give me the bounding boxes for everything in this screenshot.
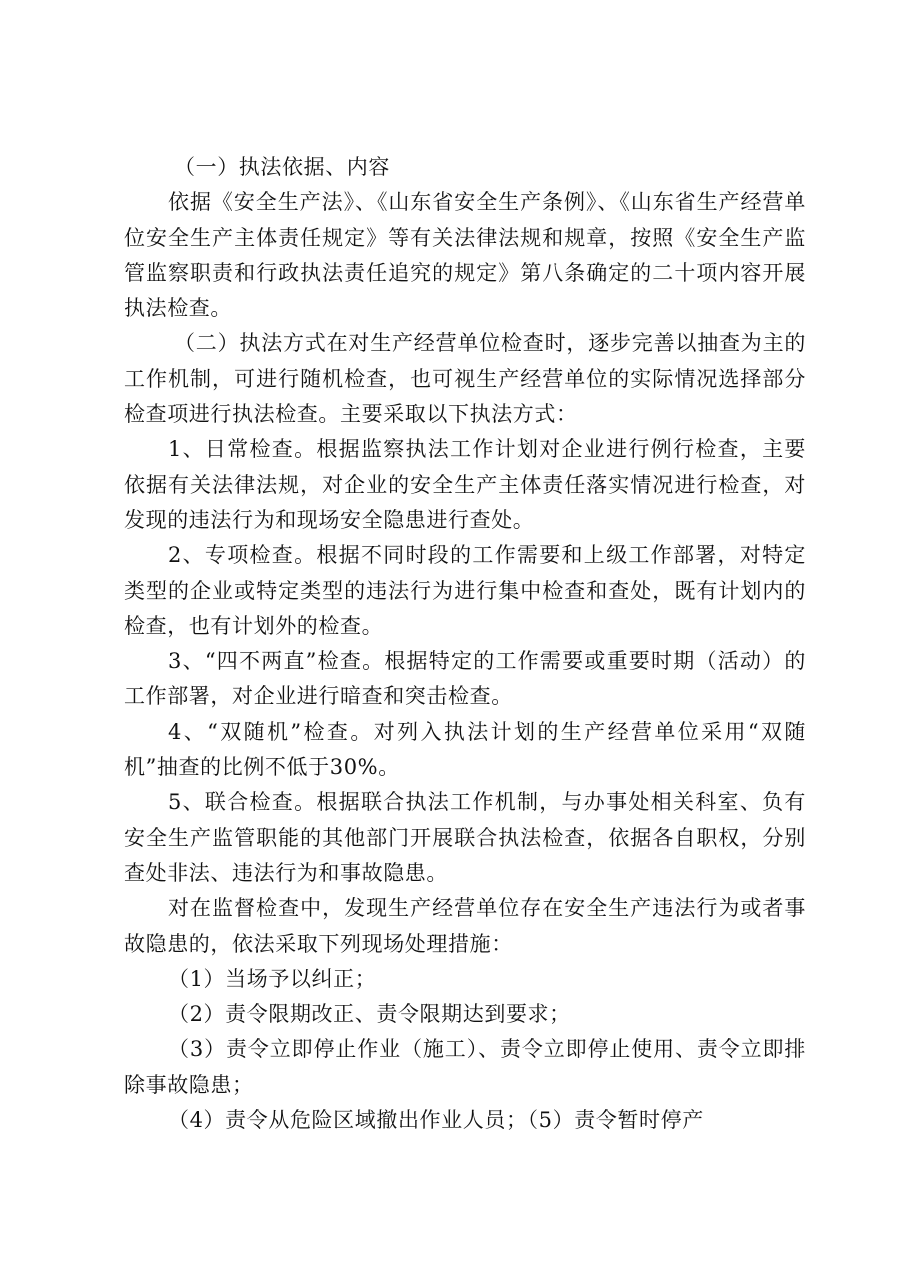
paragraph-routine-inspection: 1、日常检查。根据监察执法工作计划对企业进行例行检查，主要依据有关法律法规，对企业的安全生产主体责任落实情况进行检查，对发现的违法行为和现场安全隐患进行查处。	[124, 437, 806, 532]
paragraph-joint-inspection: 5、联合检查。根据联合执法工作机制，与办事处相关科室、负有安全生产监管职能的其他部门开展联合执法检查，依据各自职权，分别查处非法、违法行为和事故隐患。	[124, 790, 806, 885]
section-heading-enforcement-basis: （一）执法依据、内容	[174, 155, 390, 179]
list-item-measure-4-5: （4）责令从危险区域撤出作业人员；（5）责令暂时停产	[168, 1108, 704, 1133]
section-heading-enforcement-methods: （二）执法方式在对生产经营单位检查时，逐步完善以抽查为主的工作机制，可进行随机检查，也可视生产经营单位的实际情况选择部分检查项进行执法检查。主要采取以下执法方式：	[124, 331, 806, 427]
paragraph-unannounced-inspection: 3、“四不两直”检查。根据特定的工作需要或重要时期（活动）的工作部署，对企业进行暗查和突击检查。	[124, 649, 806, 709]
paragraph-onsite-measures-intro: 对在监督检查中，发现生产经营单位存在安全生产违法行为或者事故隐患的，依法采取下列现场处理措施：	[124, 896, 806, 956]
paragraph-random-inspection: 4、“双随机”检查。对列入执法计划的生产经营单位采用“双随机”抽查的比例不低于30%。	[124, 719, 806, 780]
paragraph-legal-basis: 依据《安全生产法》、《山东省安全生产条例》、《山东省生产经营单位安全生产主体责任规定》等有关法律法规和规章，按照《安全生产监管监察职责和行政执法责任追究的规定》第八条确定的二十项内容开展执法检查。	[124, 190, 806, 321]
document-body	[124, 150, 806, 1138]
list-item-measure-2: （2）责令限期改正、责令限期达到要求；	[168, 1002, 571, 1027]
list-item-measure-3: （3）责令立即停止作业（施工）、责令立即停止使用、责令立即排除事故隐患；	[124, 1037, 806, 1097]
paragraph-special-inspection: 2、专项检查。根据不同时段的工作需要和上级工作部署，对特定类型的企业或特定类型的违法行为进行集中检查和查处，既有计划内的检查，也有计划外的检查。	[124, 543, 806, 638]
list-item-measure-1: （1）当场予以纠正；	[168, 966, 377, 991]
